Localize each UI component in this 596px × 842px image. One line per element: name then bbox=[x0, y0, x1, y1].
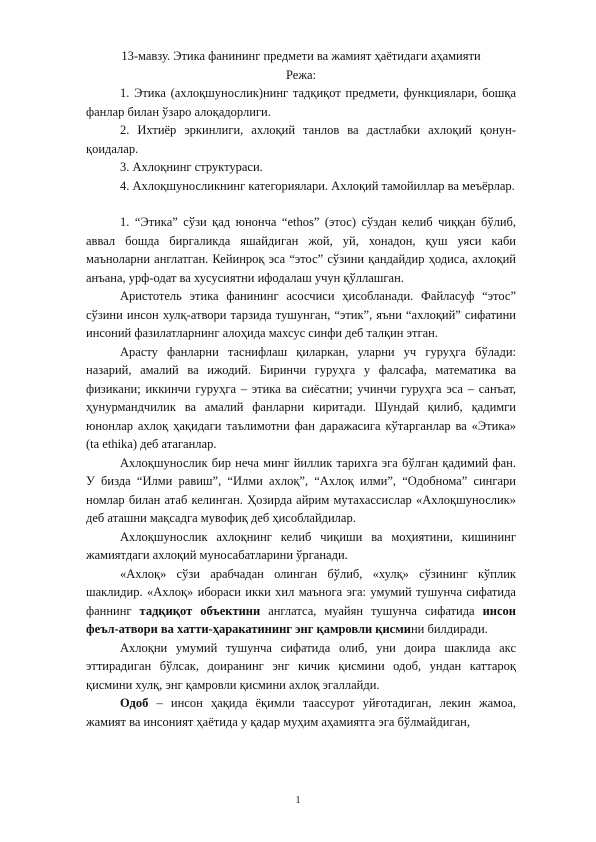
text-run: – инсон ҳақида ёқимли таассурот уйғотадиган, лекин жамоа, жамият ва инсоният ҳаётида у қадар муҳим аҳамиятга эга бўлмайдиган, bbox=[86, 696, 516, 729]
paragraph-odob bbox=[86, 694, 516, 731]
paragraph-study-subject: Ахлоқшунослик ахлоқнинг келиб чиқиши ва моҳиятини, кишининг жамиятдаги ахлоқий муносабатларини ўрганади. bbox=[86, 529, 516, 562]
document-body bbox=[86, 47, 516, 731]
spacer bbox=[86, 195, 516, 213]
plan-item-3: 3. Ахлоқнинг структураси. bbox=[120, 160, 263, 174]
document-title: 13-мавзу. Этика фанининг предмети ва жамият ҳаётидаги аҳамияти bbox=[121, 49, 481, 63]
plan-item-1: 1. Этика (ахлоқшунослик)нинг тадқиқот предмети, функциялари, бошқа фанлар билан ўзаро алоқадорлиги. bbox=[86, 86, 516, 119]
plan-item-4: 4. Ахлоқшуносликнинг категориялари. Ахлоқий тамойиллар ва меъёрлар. bbox=[120, 178, 515, 193]
plan-item-2: 2. Ихтиёр эркинлиги, ахлоқий танлов ва дастлабки ахлоқий қонун-қоидалар. bbox=[86, 123, 516, 156]
paragraph-ethos-origin: 1. “Этика” сўзи қад юнонча “ethos” (этос) сўздан келиб чиққан бўлиб, аввал бошда биргаликда яшайдиган жой, уй, хонадон, қуш уяси каби маъноларни англатган. Кейинроқ эса “этос” сўзини қандайдир ҳодиса, ахлоқий анъана, урф-одат ва хусусиятни ифодалаш учун қўллашган. bbox=[86, 215, 516, 285]
bold-term-odob: Одоб bbox=[120, 696, 149, 710]
text-run: англатса, муайян тушунча сифатида bbox=[260, 603, 483, 618]
paragraph-ancient-science: Ахлоқшунослик бир неча минг йиллик тарихга эга бўлган қадимий фан. У бизда “Илми равиш”, “Илми ахлоқ”, “Ахлоқ илми”, “Одобнома” сингари номлар билан атаб келинган. Ҳозирда айрим мутахассислар «Ахлоқшунослик» деб аташни мақсадга мувофиқ деб ҳисоблайдилар. bbox=[86, 455, 516, 525]
bold-term-behavior-part: инсон феъл-атвори ва хатти-ҳаракатининг энг қамровли қисми bbox=[86, 603, 516, 636]
page-number: 1 bbox=[295, 795, 301, 806]
paragraph-classification: Арасту фанларни таснифлаш қиларкан, уларни уч гуруҳга бўлади: назарий, амалий ва ижодий. Биринчи гуруҳга у фалсафа, математика ва физикани; иккинчи гуруҳга – этика ва сиёсатни; учинчи гуруҳга эса – санъат, ҳунурмандчилик ва амалий фанларни киритади. Шундай қилиб, қадимги юнонлар ахлоқ ҳақидаги таълимотни фан даражасига кўтарганлар ва «Этика» (ta ethika) деб атаганлар. bbox=[86, 344, 516, 451]
paragraph-akhloq-word bbox=[86, 565, 516, 639]
paragraph-aristotle: Аристотель этика фанининг асосчиси ҳисобланади. Файласуф “этос” сўзини инсон хулқ-атвори тарзида тушунган, “этик”, яъни “ахлоқий” сифатини инсоний фазилатларнинг алоҳида махсус синфи деб талқин этган. bbox=[86, 289, 516, 340]
bold-term-research-object: тадқиқот объектини bbox=[139, 603, 261, 618]
plan-heading: Режа: bbox=[286, 67, 316, 82]
paragraph-circle-model: Ахлоқни умумий тушунча сифатида олиб, уни доира шаклида акс эттирадиган бўлсак, доиранинг энг кичик қисмини одоб, ундан каттароқ қисмини хулқ, энг қамровли қисмини ахлоқ эгаллайди. bbox=[86, 640, 516, 692]
text-run: ни билдиради. bbox=[410, 622, 488, 636]
text-run: «Ахлоқ» сўзи арабчадан олинган бўлиб, «хулқ» сўзининг кўплик шаклидир. «Ахлоқ» ибораси икки хил маънога эга: умумий тушунча сифатида фаннинг bbox=[86, 566, 516, 618]
